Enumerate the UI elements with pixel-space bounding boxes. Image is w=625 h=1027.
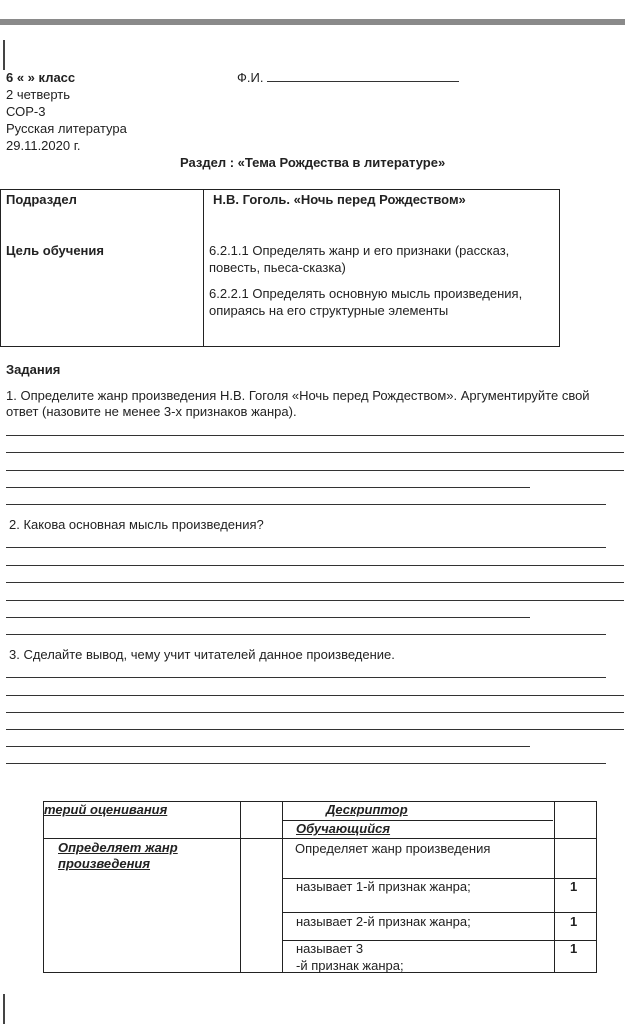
subject: Русская литература xyxy=(6,121,127,136)
class-line: 6 « » класс xyxy=(6,70,76,85)
date: 29.11.2020 г. xyxy=(6,138,81,153)
descriptor-row-3a: называет 3 xyxy=(296,941,364,956)
answer-line[interactable] xyxy=(6,435,624,436)
descriptor-header: Дескриптор xyxy=(326,802,408,817)
goal-2: 6.2.2.1 Определять основную мысль произведения, опираясь на его структурные элементы xyxy=(209,286,523,318)
descriptor-row-1: называет 1-й признак жанра; xyxy=(296,879,471,894)
answer-line[interactable] xyxy=(6,470,624,471)
points-row-1: 1 xyxy=(570,879,578,894)
question-3: 3. Сделайте вывод, чему учит читателей данное произведение. xyxy=(9,647,395,662)
answer-line[interactable] xyxy=(6,746,530,747)
fio-label: Ф.И. xyxy=(237,70,264,85)
answer-line[interactable] xyxy=(6,695,624,696)
table-divider xyxy=(44,838,596,839)
answer-line[interactable] xyxy=(6,763,606,764)
student-header: Обучающийся xyxy=(296,821,391,836)
label-cell xyxy=(1,190,204,347)
answer-line[interactable] xyxy=(6,634,606,635)
answer-line[interactable] xyxy=(6,582,624,583)
table-divider xyxy=(554,802,555,972)
info-table xyxy=(0,189,560,347)
answer-line[interactable] xyxy=(6,504,606,505)
viewer-top-bar xyxy=(0,0,625,27)
answer-line[interactable] xyxy=(6,729,624,730)
goal-label: Цель обучения xyxy=(6,243,104,258)
answer-line[interactable] xyxy=(6,487,530,488)
table-divider xyxy=(240,802,241,972)
answer-line[interactable] xyxy=(6,617,530,618)
descriptor-row-2: называет 2-й признак жанра; xyxy=(296,914,471,929)
answer-line[interactable] xyxy=(6,565,624,566)
criteria-header: терий оценивания xyxy=(44,802,168,817)
answer-line[interactable] xyxy=(6,547,606,548)
answer-line[interactable] xyxy=(6,452,624,453)
sor-label: СОР-3 xyxy=(6,104,46,119)
table-divider xyxy=(282,912,596,913)
points-row-2: 1 xyxy=(570,914,578,929)
subsection-label: Подраздел xyxy=(6,192,77,207)
goal-1: 6.2.1.1 Определять жанр и его признаки (рассказ, повесть, пьеса-сказка) xyxy=(209,243,510,275)
answer-line[interactable] xyxy=(6,712,624,713)
fio-field[interactable] xyxy=(237,69,459,85)
section-title: Раздел : «Тема Рождества в литературе» xyxy=(180,155,446,170)
page-corner-mark xyxy=(3,40,5,70)
criterion-text: Определяет жанр произведения xyxy=(58,840,178,871)
subsection-value: Н.В. Гоголь. «Ночь перед Рождеством» xyxy=(213,192,466,207)
answer-line[interactable] xyxy=(6,677,606,678)
table-divider xyxy=(282,802,283,972)
criteria-table xyxy=(43,801,597,973)
points-row-3: 1 xyxy=(570,941,578,956)
quarter: 2 четверть xyxy=(6,87,71,102)
value-cell xyxy=(204,190,560,347)
tasks-heading: Задания xyxy=(6,362,61,377)
descriptor-main: Определяет жанр произведения xyxy=(295,841,491,856)
fio-blank[interactable] xyxy=(267,69,459,82)
descriptor-row-3b: -й признак жанра; xyxy=(296,958,404,973)
question-2: 2. Какова основная мысль произведения? xyxy=(9,517,264,532)
page-corner-mark xyxy=(3,994,5,1024)
answer-line[interactable] xyxy=(6,600,624,601)
question-1: 1. Определите жанр произведения Н.В. Гоголя «Ночь перед Рождеством». Аргументируйте свой ответ (назовите не менее 3-х признаков жанра). xyxy=(6,388,590,419)
